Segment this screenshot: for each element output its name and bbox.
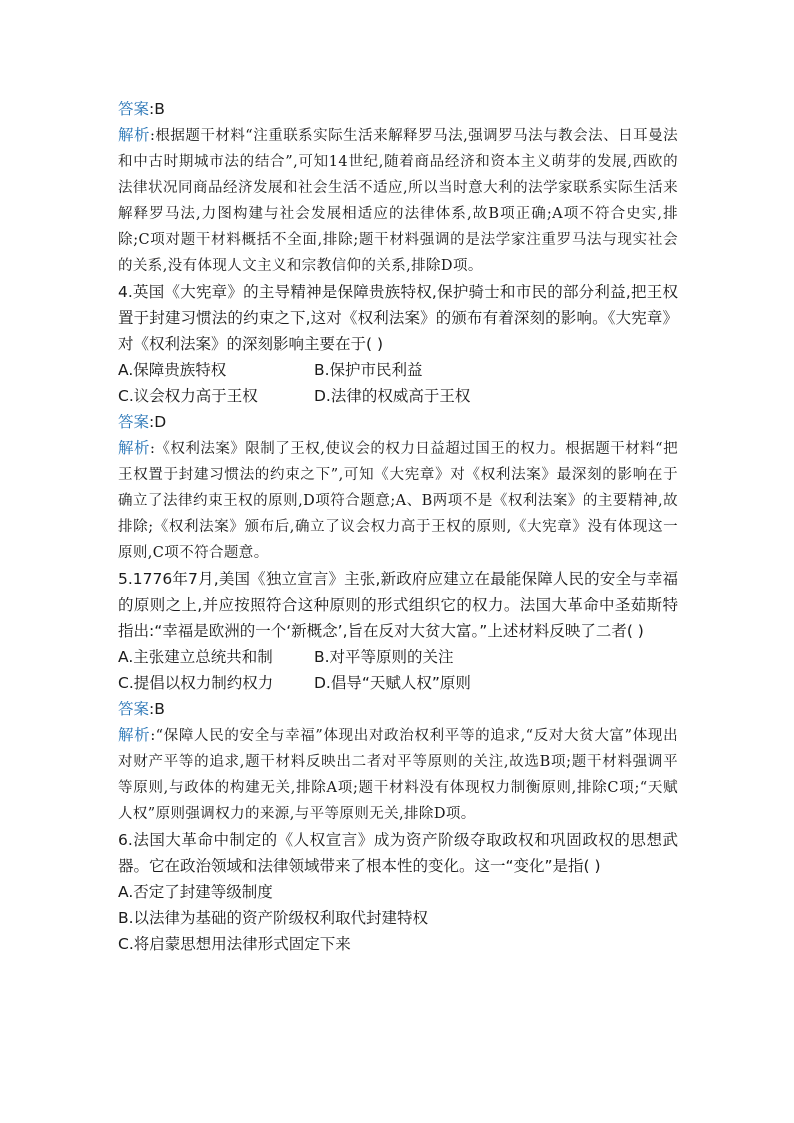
q6-option-b: B.以法律为基础的资产阶级权利取代封建特权 — [118, 909, 429, 927]
analysis-text: :“保障人民的安全与幸福”体现出对政治权利平等的追求,“反对大贫大富”体现出对财产平等的追求,题干材料反映出二者对平等原则的关注,故选B项;题干材料强调平等原则,与政体的构建无关,排除A项;题干材料没有体现权力制衡原则,排除C项;“天赋人权”原则强调权力的来源,与平等原则无关,排除D项。 — [118, 728, 678, 822]
q3-analysis — [118, 122, 678, 279]
q4-analysis — [118, 435, 678, 566]
q5-analysis — [118, 722, 678, 827]
answer-label: 答案 — [118, 700, 150, 718]
q4-options — [118, 357, 678, 409]
q6-option-c: C.将启蒙思想用法律形式固定下来 — [118, 935, 351, 953]
q4-stem: 4.英国《大宪章》的主导精神是保障贵族特权,保护骑士和市民的部分利益,把王权置于封建习惯法的约束之下,这对《权利法案》的颁布有着深刻的影响。《大宪章》对《权利法案》的深刻影响主要在于( ) — [118, 283, 678, 353]
q4-option-b: B.保护市民利益 — [314, 361, 423, 379]
q3-answer — [118, 96, 678, 122]
analysis-text: :《权利法案》限制了王权,使议会的权力日益超过国王的权力。根据题干材料“把王权置于封建习惯法的约束之下”,可知《大宪章》对《权利法案》最深刻的影响在于确立了法律约束王权的原则,D项符合题意;A、B两项不是《权利法案》的主要精神,故排除;《权利法案》颁布后,确立了议会权力高于王权的原则,《大宪章》没有体现这一原则,C项不符合题意。 — [118, 441, 678, 561]
q5-option-a: A.主张建立总统共和制 — [118, 648, 273, 666]
q5-answer — [118, 696, 678, 722]
analysis-label: 解析 — [118, 439, 150, 457]
analysis-text: :根据题干材料“注重联系实际生活来解释罗马法,强调罗马法与教会法、日耳曼法和中古时期城市法的结合”,可知14世纪,随着商品经济和资本主义萌芽的发展,西欧的法律状况同商品经济发展和社会生活不适应,所以当时意大利的法学家联系实际生活来解释罗马法,力图构建与社会发展相适应的法律体系,故B项正确;A项不符合史实,排除;C项对题干材料概括不全面,排除;题干材料强调的是法学家注重罗马法与现实社会的关系,没有体现人文主义和宗教信仰的关系,排除D项。 — [118, 128, 678, 274]
q5-option-d: D.倡导“天赋人权”原则 — [314, 674, 471, 692]
analysis-label: 解析 — [118, 126, 150, 144]
q5-option-c: C.提倡以权力制约权力 — [118, 674, 274, 692]
q4-option-d: D.法律的权威高于王权 — [314, 387, 471, 405]
q5-options — [118, 644, 678, 696]
q4-option-c: C.议会权力高于王权 — [118, 387, 258, 405]
q4-option-a: A.保障贵族特权 — [118, 361, 227, 379]
q6-option-a: A.否定了封建等级制度 — [118, 883, 273, 901]
answer-label: 答案 — [118, 100, 150, 118]
document-page — [118, 96, 678, 957]
answer-value: :D — [149, 413, 167, 431]
q6-stem: 6.法国大革命中制定的《人权宣言》成为资产阶级夺取政权和巩固政权的思想武器。它在政治领域和法律领域带来了根本性的变化。这一“变化”是指( ) — [118, 831, 678, 875]
q5-option-b: B.对平等原则的关注 — [314, 648, 454, 666]
answer-value: :B — [149, 100, 165, 118]
answer-value: :B — [149, 700, 165, 718]
analysis-label: 解析 — [118, 726, 151, 744]
q5-stem: 5.1776年7月,美国《独立宣言》主张,新政府应建立在最能保障人民的安全与幸福的原则之上,并应按照符合这种原则的形式组织它的权力。法国大革命中圣茹斯特指出:“幸福是欧洲的一个‘新概念’,旨在反对大贫大富。”上述材料反映了二者( ) — [118, 570, 678, 640]
answer-label: 答案 — [118, 413, 150, 431]
q4-answer — [118, 409, 678, 435]
